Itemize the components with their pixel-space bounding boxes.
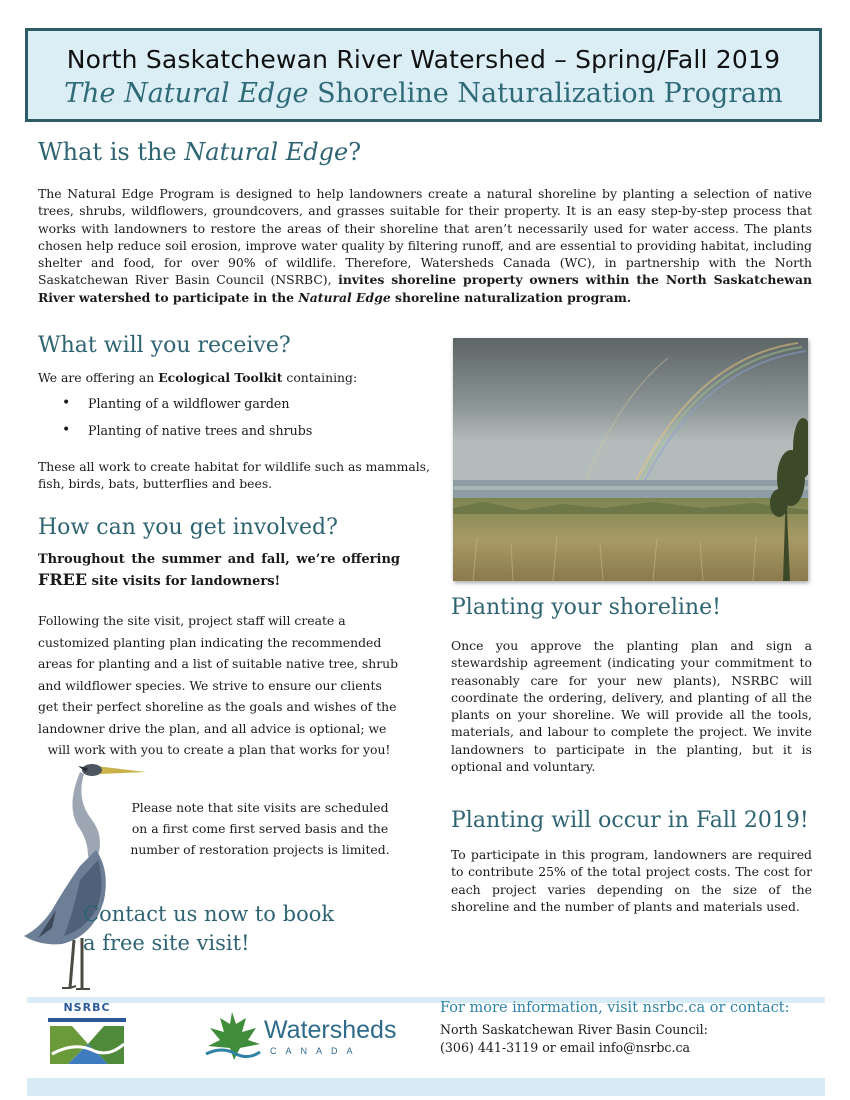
site-visit-note: Please note that site visits are scheduled on a first come first served basis and the number of restoration projects is limited. bbox=[130, 800, 390, 857]
footer-org: North Saskatchewan River Basin Council: bbox=[440, 1022, 708, 1037]
planting-paragraph: Once you approve the planting plan and sign a stewardship agreement (indicating your commitment to reasonably care for your new plants), NSRBC will coordinate the ordering, delivery, and planting of all the plants on your shoreline. We will provide all the tools, materials, and labour to complete the project. We invite landowners to participate in the planting, but it is optional and voluntary. bbox=[451, 638, 812, 775]
receive-intro bbox=[38, 369, 438, 386]
fall-heading: Planting will occur in Fall 2019! bbox=[451, 808, 809, 833]
banner-subtitle bbox=[28, 78, 819, 109]
involved-bold-line bbox=[38, 550, 400, 592]
footer-info-heading: For more information, visit nsrbc.ca or contact: bbox=[440, 1000, 790, 1016]
what-is-bold-italic: Natural Edge bbox=[298, 289, 391, 305]
involved-free: FREE bbox=[38, 570, 88, 589]
footer-bottom-stripe bbox=[27, 1078, 825, 1096]
involved-heading: How can you get involved? bbox=[38, 515, 338, 540]
contact-cta: Contact us now to book a free site visit! bbox=[83, 902, 335, 955]
header-banner bbox=[25, 28, 822, 122]
what-is-bold-b: shoreline naturalization program. bbox=[390, 289, 632, 305]
what-is-heading bbox=[38, 138, 361, 166]
what-is-heading-plain: What is the bbox=[38, 138, 185, 166]
receive-outro: These all work to create habitat for wildlife such as mammals, fish, birds, bats, butterflies and bees. bbox=[38, 459, 430, 492]
fall-paragraph: To participate in this program, landowners are required to contribute 25% of the total project costs. The cost for each project varies depending on the size of the shoreline and the number of plants and materials used. bbox=[451, 847, 812, 914]
toolkit-list bbox=[38, 390, 438, 444]
nsrbc-logo-text: NSRBC bbox=[63, 1001, 111, 1014]
list-item: • Planting of a wildflower garden bbox=[38, 390, 438, 417]
planting-heading: Planting your shoreline! bbox=[451, 595, 721, 620]
what-is-text: The Natural Edge Program is designed to help landowners create a natural shoreline by planting a selection of native trees, shrubs, wildflowers, groundcovers, and grasses suitable for their property. It is an easy step-by-step process that works with landowners to restore the areas of their shoreline that aren’t necessarily used for water access. The plants chosen help reduce soil erosion, improve water quality by filtering runoff, and are essential to providing habitat, including shelter and food, for over 90% of wildlife. Therefore, Watersheds Canada (WC), in partnership with the North Saskatchewan River Basin Council (NSRBC), bbox=[38, 186, 812, 288]
nsrbc-mark-icon bbox=[48, 1014, 126, 1066]
involved-paragraph: Following the site visit, project staff will create a customized planting plan indicating the recommended areas for planting and a list of suitable native tree, shrub and wildflower species. We strive to ensure our clients get their perfect shoreline as the goals and wishes of the landowner drive the plan, and all advice is optional; we will work with you to create a plan that works for you! bbox=[38, 613, 399, 757]
receive-intro-b: containing: bbox=[282, 370, 358, 385]
banner-title: North Saskatchewan River Watershed – Spring/Fall 2019 bbox=[66, 45, 781, 74]
footer-contact bbox=[440, 1021, 708, 1057]
canada-wordmark: CANADA bbox=[270, 1046, 362, 1056]
list-item: • Planting of native trees and shrubs bbox=[38, 417, 438, 444]
banner-subtitle-rest: Shoreline Naturalization Program bbox=[308, 78, 783, 109]
maple-leaf-icon bbox=[202, 1010, 262, 1062]
receive-heading: What will you receive? bbox=[38, 333, 291, 358]
receive-intro-a: We are offering an bbox=[38, 370, 159, 385]
nsrbc-logo bbox=[48, 1001, 126, 1067]
what-is-heading-italic: Natural Edge bbox=[184, 138, 349, 166]
involved-bold-a: Throughout the summer and fall, we’re offering bbox=[38, 552, 400, 567]
what-is-paragraph bbox=[38, 185, 812, 306]
involved-bold-b: site visits for landowners! bbox=[87, 574, 281, 589]
banner-subtitle-italic: The Natural Edge bbox=[64, 78, 309, 109]
rainbow-photo bbox=[453, 338, 808, 581]
footer-phone-email[interactable]: (306) 441-3119 or email info@nsrbc.ca bbox=[440, 1040, 691, 1055]
what-is-bold-a: invites shoreline property owners within the North Saskatchewan River watershed to participate in the bbox=[38, 272, 813, 305]
watersheds-wordmark: Watersheds bbox=[264, 1016, 397, 1044]
rainbow-landscape-image bbox=[453, 338, 808, 581]
what-is-heading-end: ? bbox=[348, 138, 362, 166]
receive-intro-bold: Ecological Toolkit bbox=[158, 370, 283, 385]
